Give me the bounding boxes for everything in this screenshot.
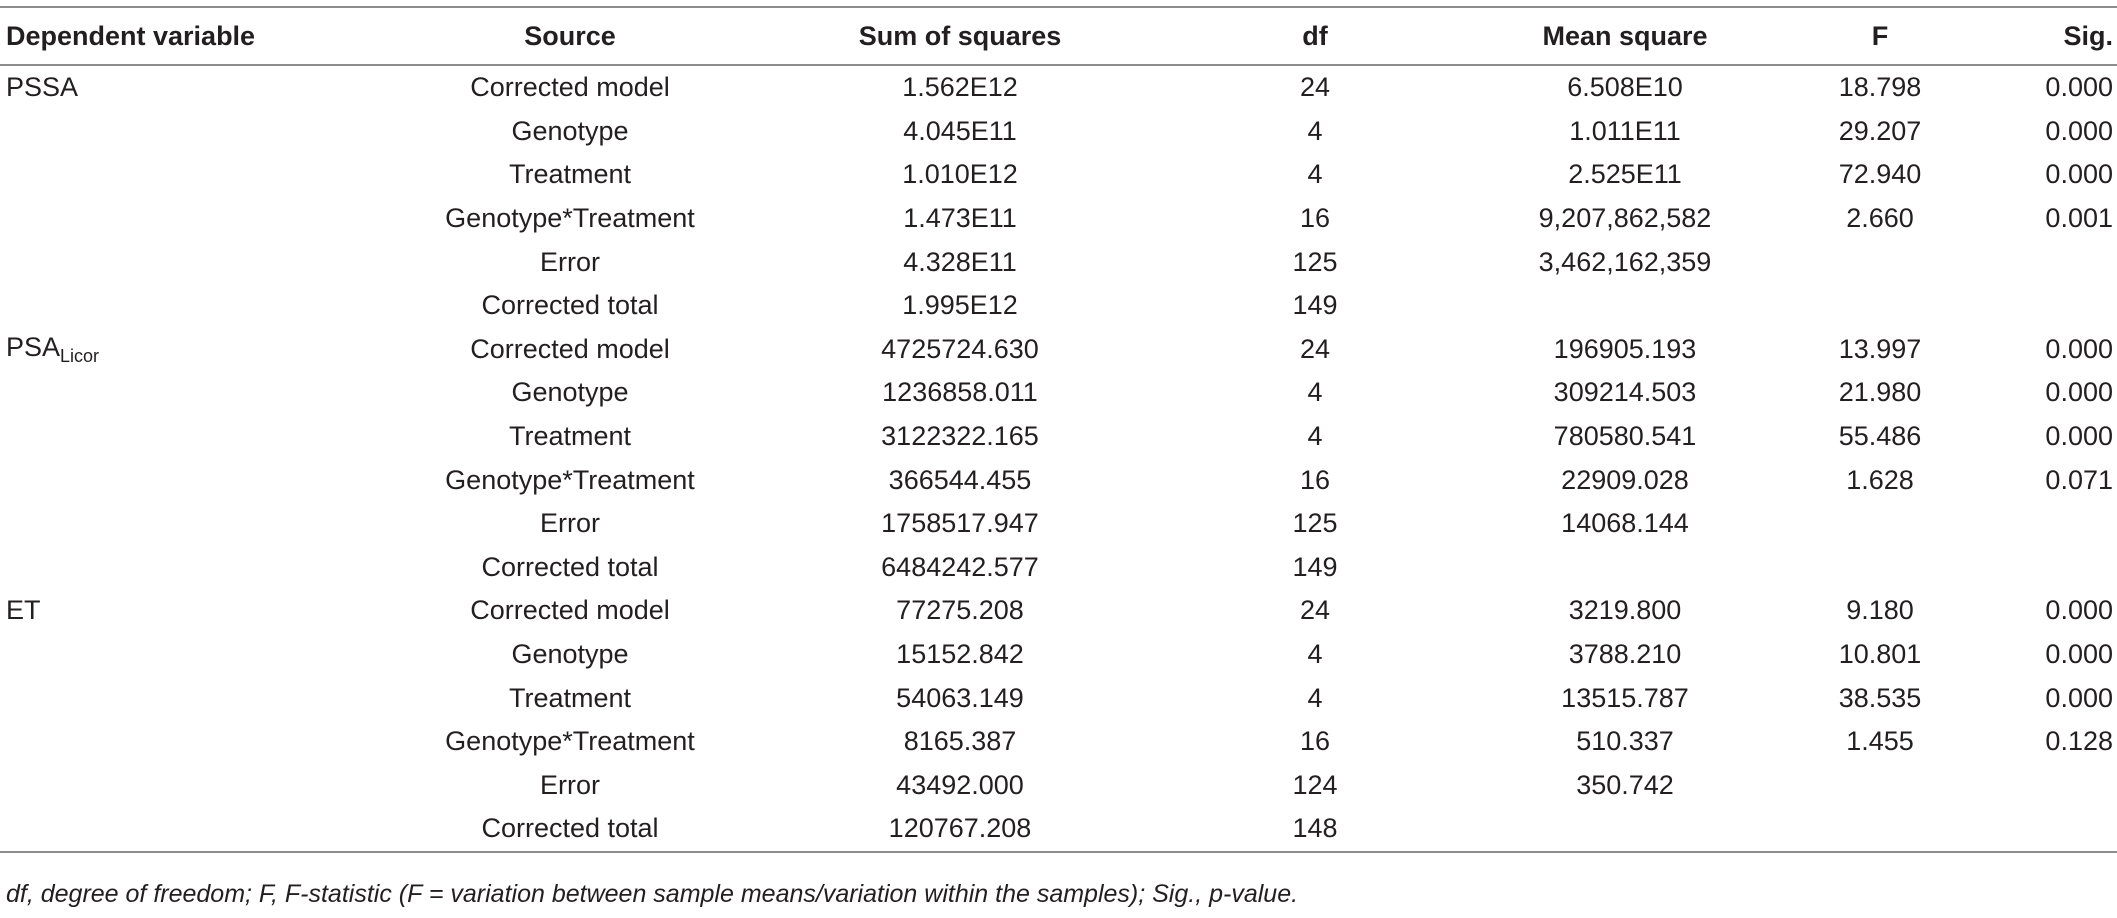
table-row (0, 66, 2117, 110)
cell-dependent-variable (0, 66, 380, 110)
cell-mean-square: 196905.193 (1553, 333, 1697, 364)
cell-mean-square: 22909.028 (1561, 464, 1689, 495)
cell-sum-of-squares: 4.045E11 (903, 115, 1017, 146)
cell-sig (1980, 284, 2117, 328)
cell-mean-square: 9,207,862,582 (1538, 203, 1712, 234)
cell-sig: 0.000 (2045, 682, 2113, 713)
cell-df: 4 (1307, 639, 1323, 670)
cell-sum-of-squares: 1.010E12 (902, 159, 1018, 190)
cell-source: Genotype (511, 377, 629, 408)
cell-source: Error (540, 246, 600, 277)
cell-df: 125 (1292, 246, 1338, 277)
cell-f (1780, 502, 1980, 546)
cell-source: Error (540, 769, 600, 800)
cell-sum-of-squares: 15152.842 (896, 639, 1024, 670)
cell-sig (1980, 502, 2117, 546)
table-body (0, 66, 2117, 851)
header-f: F (1871, 20, 1889, 51)
cell-f (1780, 546, 1980, 590)
cell-source: Genotype*Treatment (445, 726, 695, 757)
cell-df: 125 (1292, 508, 1338, 539)
cell-mean-square (1470, 546, 1780, 590)
cell-sum-of-squares: 1.473E11 (903, 203, 1017, 234)
cell-source: Corrected total (481, 813, 659, 844)
cell-source: Error (540, 508, 600, 539)
cell-sum-of-squares: 1.995E12 (902, 290, 1018, 321)
header-sig: Sig. (2063, 20, 2113, 51)
cell-dependent-variable (0, 546, 380, 590)
anova-table-body (0, 66, 2117, 851)
cell-sum-of-squares: 77275.208 (896, 595, 1024, 626)
dependent-variable-subscript: Licor (60, 345, 100, 366)
cell-df: 149 (1292, 551, 1338, 582)
cell-f: 9.180 (1846, 595, 1914, 626)
table-footnote: df, degree of freedom; F, F-statistic (F = variation between sample means/variation within the samples); Sig., p-value. (6, 880, 1299, 908)
table-row (0, 807, 2117, 851)
cell-sum-of-squares: 1236858.011 (882, 377, 1038, 408)
table-row (0, 546, 2117, 590)
cell-f: 29.207 (1838, 115, 1922, 146)
cell-dependent-variable (0, 371, 380, 415)
header-mean-square: Mean square (1542, 20, 1708, 51)
cell-dependent-variable (0, 676, 380, 720)
table-row (0, 328, 2117, 372)
cell-f (1780, 764, 1980, 808)
cell-sig: 0.000 (2045, 115, 2113, 146)
cell-dependent-variable (0, 589, 380, 633)
cell-df: 149 (1292, 290, 1338, 321)
cell-mean-square: 3,462,162,359 (1538, 246, 1712, 277)
cell-sig: 0.000 (2045, 595, 2113, 626)
cell-dependent-variable (0, 720, 380, 764)
cell-sum-of-squares: 54063.149 (896, 682, 1024, 713)
cell-mean-square: 309214.503 (1553, 377, 1697, 408)
cell-sum-of-squares: 1.562E12 (902, 72, 1018, 103)
cell-df: 16 (1299, 203, 1331, 234)
cell-sum-of-squares: 4.328E11 (903, 246, 1017, 277)
cell-mean-square: 3219.800 (1568, 595, 1682, 626)
cell-mean-square: 13515.787 (1561, 682, 1689, 713)
dependent-variable-name: PSA (6, 331, 61, 362)
cell-df: 24 (1299, 72, 1331, 103)
cell-f: 2.660 (1846, 203, 1914, 234)
dependent-variable-name: ET (6, 595, 41, 626)
table-row (0, 502, 2117, 546)
table-row (0, 415, 2117, 459)
cell-sig: 0.000 (2045, 333, 2113, 364)
cell-dependent-variable (0, 502, 380, 546)
cell-mean-square: 780580.541 (1553, 421, 1697, 452)
cell-f: 1.628 (1846, 464, 1914, 495)
cell-dependent-variable (0, 458, 380, 502)
cell-source: Genotype (511, 639, 629, 670)
table-row (0, 284, 2117, 328)
cell-sum-of-squares: 120767.208 (888, 813, 1032, 844)
cell-mean-square: 3788.210 (1568, 639, 1682, 670)
cell-source: Corrected model (470, 333, 670, 364)
cell-source: Corrected model (470, 595, 670, 626)
cell-df: 4 (1307, 682, 1323, 713)
cell-f: 18.798 (1838, 72, 1922, 103)
cell-f (1780, 284, 1980, 328)
table-row (0, 633, 2117, 677)
cell-f: 38.535 (1838, 682, 1922, 713)
header-dependent-variable: Dependent variable (6, 20, 256, 51)
header-source: Source (524, 20, 616, 51)
cell-source: Corrected model (470, 72, 670, 103)
table-row (0, 589, 2117, 633)
cell-f: 72.940 (1838, 159, 1922, 190)
cell-df: 16 (1299, 726, 1331, 757)
cell-source: Corrected total (481, 290, 659, 321)
cell-sig: 0.000 (2045, 421, 2113, 452)
cell-source: Treatment (508, 421, 632, 452)
table-row (0, 458, 2117, 502)
cell-df: 4 (1307, 421, 1323, 452)
table-row (0, 240, 2117, 284)
cell-dependent-variable (0, 197, 380, 241)
cell-source: Treatment (508, 682, 632, 713)
cell-df: 24 (1299, 595, 1331, 626)
cell-mean-square (1470, 807, 1780, 851)
cell-dependent-variable (0, 633, 380, 677)
cell-mean-square: 6.508E10 (1567, 72, 1683, 103)
cell-f: 55.486 (1838, 421, 1922, 452)
cell-dependent-variable (0, 807, 380, 851)
cell-sig (1980, 240, 2117, 284)
cell-df: 4 (1307, 115, 1323, 146)
cell-f: 13.997 (1838, 333, 1922, 364)
cell-f (1780, 240, 1980, 284)
cell-df: 24 (1299, 333, 1331, 364)
cell-sig: 0.000 (2045, 72, 2113, 103)
cell-mean-square: 350.742 (1576, 769, 1674, 800)
table-bottom-rule (0, 851, 2117, 853)
cell-df: 148 (1292, 813, 1338, 844)
cell-df: 4 (1307, 159, 1323, 190)
dependent-variable-name: PSSA (6, 72, 79, 103)
cell-source: Genotype (511, 115, 629, 146)
cell-mean-square: 14068.144 (1561, 508, 1689, 539)
cell-sig (1980, 807, 2117, 851)
cell-df: 124 (1292, 769, 1338, 800)
cell-sig: 0.000 (2045, 159, 2113, 190)
table-row (0, 676, 2117, 720)
cell-mean-square: 1.011E11 (1569, 115, 1681, 146)
cell-dependent-variable (0, 284, 380, 328)
cell-sig: 0.071 (2045, 464, 2113, 495)
cell-sig (1980, 546, 2117, 590)
header-df: df (1302, 20, 1328, 51)
cell-sig: 0.000 (2045, 639, 2113, 670)
cell-dependent-variable (0, 110, 380, 154)
table-row (0, 764, 2117, 808)
cell-dependent-variable (0, 153, 380, 197)
cell-mean-square: 2.525E11 (1568, 159, 1682, 190)
cell-dependent-variable (0, 415, 380, 459)
cell-sig: 0.128 (2045, 726, 2113, 757)
cell-sum-of-squares: 4725724.630 (881, 333, 1039, 364)
table-row (0, 720, 2117, 764)
cell-source: Genotype*Treatment (445, 464, 695, 495)
cell-sum-of-squares: 1758517.947 (881, 508, 1039, 539)
cell-f: 10.801 (1838, 639, 1922, 670)
header-row (0, 8, 2117, 64)
cell-source: Treatment (508, 159, 632, 190)
table-row (0, 371, 2117, 415)
cell-dependent-variable (0, 764, 380, 808)
header-sum-of-squares: Sum of squares (858, 20, 1062, 51)
cell-sum-of-squares: 6484242.577 (881, 551, 1039, 582)
cell-sig (1980, 764, 2117, 808)
cell-sum-of-squares: 366544.455 (888, 464, 1032, 495)
cell-mean-square: 510.337 (1576, 726, 1674, 757)
cell-f (1780, 807, 1980, 851)
cell-sig: 0.000 (2045, 377, 2113, 408)
cell-sum-of-squares: 8165.387 (903, 726, 1017, 757)
anova-table (0, 8, 2117, 64)
table-row (0, 197, 2117, 241)
cell-sum-of-squares: 43492.000 (896, 769, 1024, 800)
cell-mean-square (1470, 284, 1780, 328)
cell-sum-of-squares: 3122322.165 (881, 421, 1039, 452)
cell-source: Corrected total (481, 551, 659, 582)
cell-sig: 0.001 (2045, 203, 2113, 234)
table-row (0, 153, 2117, 197)
table-header (0, 8, 2117, 64)
cell-f: 21.980 (1838, 377, 1922, 408)
cell-dependent-variable (0, 328, 380, 372)
cell-f: 1.455 (1846, 726, 1914, 757)
table-row (0, 110, 2117, 154)
cell-df: 16 (1299, 464, 1331, 495)
cell-source: Genotype*Treatment (445, 203, 695, 234)
cell-df: 4 (1307, 377, 1323, 408)
cell-dependent-variable (0, 240, 380, 284)
anova-table-container (0, 6, 2117, 853)
